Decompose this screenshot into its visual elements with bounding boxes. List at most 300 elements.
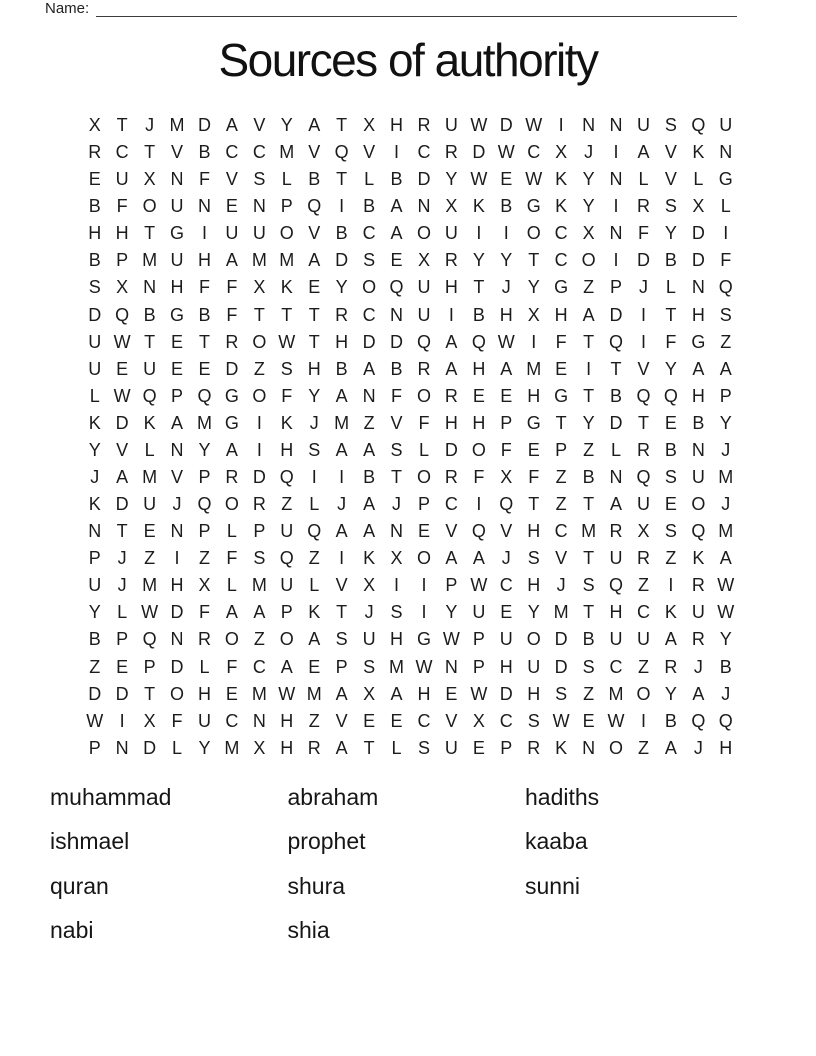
grid-letter: D xyxy=(499,115,513,135)
word-item: muhammad xyxy=(50,784,172,810)
grid-letter: Y xyxy=(582,412,595,433)
grid-row xyxy=(81,599,740,626)
grid-letter: R xyxy=(444,467,458,488)
grid-letter: Y xyxy=(664,223,677,244)
grid-letter: P xyxy=(610,277,623,298)
grid-letter: L xyxy=(391,737,402,758)
grid-letter: A xyxy=(253,602,266,623)
grid-row xyxy=(81,410,740,437)
word-item: shura xyxy=(287,872,346,899)
grid-letter: W xyxy=(86,710,104,731)
grid-letter: X xyxy=(143,169,156,190)
grid-letter: A xyxy=(225,250,238,271)
grid-letter: L xyxy=(720,196,731,217)
grid-letter: B xyxy=(500,196,513,217)
grid-letter: H xyxy=(170,277,184,298)
grid-letter: C xyxy=(115,142,129,163)
grid-letter: E xyxy=(527,439,540,460)
grid-letter: A xyxy=(308,629,321,650)
grid-letter: Q xyxy=(279,467,294,488)
grid-letter: T xyxy=(637,412,649,433)
grid-row xyxy=(81,681,740,708)
grid-letter: S xyxy=(390,439,403,460)
grid-letter: H xyxy=(444,412,458,433)
grid-letter: P xyxy=(88,548,101,569)
grid-letter: L xyxy=(638,169,649,190)
grid-letter: C xyxy=(609,656,623,677)
grid-letter: Z xyxy=(308,548,320,569)
grid-letter: Q xyxy=(691,115,706,135)
grid-letter: H xyxy=(307,358,321,379)
grid-letter: Q xyxy=(197,494,212,515)
grid-letter: H xyxy=(280,710,294,731)
grid-letter: R xyxy=(664,656,678,677)
grid-letter: S xyxy=(527,548,540,569)
word-item: shia xyxy=(287,917,330,944)
grid-letter: V xyxy=(500,521,513,542)
grid-letter: R xyxy=(444,385,458,406)
grid-letter: H xyxy=(390,115,404,135)
grid-letter: Z xyxy=(637,656,649,677)
grid-letter: U xyxy=(88,358,102,379)
grid-letter: T xyxy=(336,602,348,623)
grid-letter: X xyxy=(445,196,458,217)
grid-letter: I xyxy=(476,223,482,244)
grid-letter: S xyxy=(664,467,677,488)
grid-letter: Q xyxy=(663,385,678,406)
grid-letter: C xyxy=(554,223,568,244)
grid-letter: Y xyxy=(527,277,540,298)
grid-letter: E xyxy=(143,521,156,542)
grid-letter: K xyxy=(555,169,568,190)
grid-letter: O xyxy=(416,467,431,488)
grid-row xyxy=(81,220,740,247)
grid-letter: U xyxy=(499,629,513,650)
grid-letter: N xyxy=(197,196,211,217)
grid-letter: J xyxy=(721,683,731,704)
grid-letter: R xyxy=(335,304,349,325)
grid-letter: S xyxy=(308,439,321,460)
grid-letter: D xyxy=(417,169,431,190)
grid-letter: C xyxy=(554,250,568,271)
grid-letter: N xyxy=(252,196,266,217)
grid-letter: A xyxy=(308,115,321,135)
grid-letter: K xyxy=(472,196,485,217)
grid-letter: I xyxy=(586,358,592,379)
grid-letter: P xyxy=(253,521,266,542)
grid-letter: A xyxy=(335,683,348,704)
grid-row xyxy=(81,329,740,356)
grid-letter: I xyxy=(640,331,646,352)
grid-letter: P xyxy=(116,629,129,650)
grid-letter: V xyxy=(445,521,458,542)
grid-letter: E xyxy=(664,412,677,433)
grid-letter: J xyxy=(501,548,511,569)
grid-letter: Q xyxy=(636,467,651,488)
grid-letter: W xyxy=(278,331,296,352)
grid-letter: D xyxy=(609,412,623,433)
grid-letter: Y xyxy=(664,683,677,704)
grid-letter: D xyxy=(554,629,568,650)
grid-row xyxy=(81,139,740,166)
grid-letter: S xyxy=(280,358,293,379)
grid-letter: O xyxy=(252,385,267,406)
grid-letter: J xyxy=(556,575,566,596)
grid-letter: L xyxy=(309,494,320,515)
grid-letter: Z xyxy=(583,683,595,704)
grid-letter: V xyxy=(637,358,650,379)
grid-row xyxy=(81,464,740,491)
grid-letter: L xyxy=(226,575,237,596)
grid-row xyxy=(81,383,740,410)
grid-letter: H xyxy=(280,737,294,758)
grid-letter: Q xyxy=(691,710,706,731)
word-search-grid xyxy=(81,112,740,762)
grid-letter: O xyxy=(636,683,651,704)
grid-letter: Q xyxy=(416,331,431,352)
grid-letter: Y xyxy=(582,169,595,190)
grid-letter: B xyxy=(582,629,595,650)
grid-letter: I xyxy=(668,575,674,596)
grid-letter: U xyxy=(280,521,294,542)
grid-letter: P xyxy=(171,385,184,406)
grid-letter: C xyxy=(417,142,431,163)
grid-letter: Y xyxy=(445,602,458,623)
grid-letter: D xyxy=(115,412,129,433)
grid-letter: F xyxy=(555,331,567,352)
grid-letter: D xyxy=(362,331,376,352)
grid-letter: J xyxy=(337,494,347,515)
grid-letter: I xyxy=(119,710,125,731)
grid-letter: H xyxy=(197,250,211,271)
grid-letter: O xyxy=(691,494,706,515)
grid-letter: H xyxy=(527,575,541,596)
grid-letter: I xyxy=(256,439,262,460)
grid-letter: P xyxy=(472,656,485,677)
grid-row xyxy=(81,572,740,599)
word-list-column xyxy=(525,783,763,961)
grid-letter: A xyxy=(610,494,623,515)
grid-letter: O xyxy=(609,737,624,758)
grid-letter: B xyxy=(472,304,485,325)
grid-letter: J xyxy=(90,467,100,488)
grid-letter: E xyxy=(417,521,430,542)
grid-letter: M xyxy=(224,737,240,758)
grid-letter: D xyxy=(88,683,102,704)
grid-letter: I xyxy=(640,304,646,325)
grid-letter: E xyxy=(555,358,568,379)
grid-letter: Q xyxy=(142,629,157,650)
grid-letter: B xyxy=(664,439,677,460)
grid-letter: R xyxy=(225,467,239,488)
grid-letter: M xyxy=(251,575,267,596)
grid-letter: T xyxy=(336,115,348,135)
grid-letter: Y xyxy=(198,737,211,758)
grid-letter: Y xyxy=(664,358,677,379)
grid-letter: N xyxy=(719,142,733,163)
grid-letter: I xyxy=(339,548,345,569)
grid-letter: Z xyxy=(665,548,677,569)
grid-letter: P xyxy=(198,521,211,542)
grid-letter: Y xyxy=(527,602,540,623)
grid-letter: W xyxy=(278,683,296,704)
grid-letter: S xyxy=(664,521,677,542)
grid-letter: X xyxy=(363,575,376,596)
grid-letter: V xyxy=(116,439,129,460)
grid-letter: T xyxy=(583,548,595,569)
grid-letter: N xyxy=(170,439,184,460)
grid-letter: T xyxy=(583,331,595,352)
name-underline xyxy=(96,1,737,17)
grid-letter: C xyxy=(499,710,513,731)
grid-letter: W xyxy=(141,602,159,623)
grid-letter: M xyxy=(279,142,295,163)
grid-letter: Z xyxy=(637,737,649,758)
grid-letter: F xyxy=(226,656,238,677)
grid-letter: I xyxy=(421,575,427,596)
grid-letter: A xyxy=(335,439,348,460)
grid-letter: N xyxy=(362,385,376,406)
grid-letter: E xyxy=(363,710,376,731)
grid-letter: I xyxy=(448,304,454,325)
grid-letter: V xyxy=(308,223,321,244)
grid-letter: Q xyxy=(609,575,624,596)
grid-letter: N xyxy=(390,521,404,542)
grid-letter: T xyxy=(583,385,595,406)
grid-letter: S xyxy=(253,548,266,569)
grid-letter: W xyxy=(717,575,735,596)
grid-letter: D xyxy=(554,656,568,677)
grid-letter: E xyxy=(500,385,513,406)
grid-letter: T xyxy=(144,683,156,704)
grid-letter: W xyxy=(470,115,488,135)
grid-letter: U xyxy=(527,656,541,677)
grid-letter: P xyxy=(500,737,513,758)
grid-letter: M xyxy=(389,656,405,677)
grid-letter: K xyxy=(88,494,101,515)
grid-letter: L xyxy=(693,169,704,190)
grid-letter: O xyxy=(279,223,294,244)
grid-letter: W xyxy=(415,656,433,677)
grid-letter: U xyxy=(170,196,184,217)
grid-letter: U xyxy=(719,115,733,135)
grid-letter: J xyxy=(693,656,703,677)
grid-letter: E xyxy=(390,710,403,731)
grid-letter: O xyxy=(170,683,185,704)
grid-letter: Z xyxy=(253,358,265,379)
grid-letter: Y xyxy=(280,115,293,135)
grid-letter: O xyxy=(471,439,486,460)
grid-letter: D xyxy=(170,602,184,623)
grid-letter: H xyxy=(472,412,486,433)
grid-letter: M xyxy=(306,683,322,704)
grid-letter: H xyxy=(417,683,431,704)
grid-letter: B xyxy=(390,169,403,190)
grid-letter: G xyxy=(526,412,541,433)
grid-letter: N xyxy=(609,115,623,135)
grid-letter: B xyxy=(719,656,732,677)
grid-letter: L xyxy=(611,439,622,460)
grid-letter: T xyxy=(144,331,156,352)
grid-letter: A xyxy=(692,683,705,704)
grid-letter: N xyxy=(170,629,184,650)
grid-letter: I xyxy=(503,223,509,244)
grid-letter: J xyxy=(309,412,319,433)
grid-letter: U xyxy=(143,358,157,379)
grid-letter: K xyxy=(88,412,101,433)
grid-letter: P xyxy=(555,439,568,460)
grid-letter: L xyxy=(89,385,100,406)
grid-row xyxy=(81,437,740,464)
grid-letter: R xyxy=(417,115,431,135)
grid-letter: U xyxy=(636,629,650,650)
grid-letter: H xyxy=(609,602,623,623)
grid-letter: H xyxy=(280,439,294,460)
grid-letter: X xyxy=(472,710,485,731)
grid-letter: I xyxy=(311,467,317,488)
grid-letter: M xyxy=(251,250,267,271)
grid-letter: A xyxy=(445,548,458,569)
grid-letter: S xyxy=(335,629,348,650)
grid-letter: A xyxy=(225,115,238,135)
grid-letter: X xyxy=(527,304,540,325)
grid-row xyxy=(81,274,740,301)
grid-letter: A xyxy=(363,494,376,515)
grid-letter: U xyxy=(417,304,431,325)
grid-letter: V xyxy=(664,142,677,163)
grid-letter: Q xyxy=(142,385,157,406)
grid-letter: E xyxy=(88,169,101,190)
grid-letter: L xyxy=(364,169,375,190)
grid-row xyxy=(81,654,740,681)
grid-letter: O xyxy=(526,223,541,244)
grid-letter: G xyxy=(170,304,185,325)
grid-letter: H xyxy=(115,223,129,244)
grid-letter: H xyxy=(472,358,486,379)
grid-letter: X xyxy=(417,250,430,271)
grid-letter: S xyxy=(88,277,101,298)
grid-letter: B xyxy=(692,412,705,433)
grid-letter: D xyxy=(197,115,211,135)
grid-letter: F xyxy=(281,385,293,406)
grid-letter: M xyxy=(718,467,734,488)
grid-letter: C xyxy=(636,602,650,623)
grid-letter: L xyxy=(281,169,292,190)
grid-letter: O xyxy=(416,385,431,406)
grid-letter: E xyxy=(500,602,513,623)
grid-letter: C xyxy=(225,142,239,163)
grid-letter: Z xyxy=(555,467,567,488)
grid-letter: O xyxy=(142,196,157,217)
word-item: prophet xyxy=(287,828,366,855)
grid-letter: B xyxy=(610,385,623,406)
grid-letter: N xyxy=(691,277,705,298)
grid-letter: Q xyxy=(471,521,486,542)
grid-letter: P xyxy=(445,575,458,596)
grid-letter: Y xyxy=(88,602,101,623)
grid-letter: G xyxy=(554,277,569,298)
grid-letter: A xyxy=(445,358,458,379)
grid-letter: Y xyxy=(198,439,211,460)
grid-letter: G xyxy=(224,385,239,406)
grid-letter: A xyxy=(363,521,376,542)
grid-letter: Q xyxy=(307,521,322,542)
grid-letter: Y xyxy=(308,385,321,406)
grid-letter: V xyxy=(335,575,348,596)
grid-letter: D xyxy=(115,683,129,704)
grid-letter: L xyxy=(117,602,128,623)
grid-letter: A xyxy=(225,439,238,460)
grid-letter: X xyxy=(88,115,101,135)
grid-row xyxy=(81,356,740,383)
grid-letter: K xyxy=(555,196,568,217)
grid-letter: I xyxy=(394,575,400,596)
grid-letter: X xyxy=(363,115,376,135)
grid-row xyxy=(81,545,740,572)
grid-letter: V xyxy=(171,467,184,488)
grid-letter: X xyxy=(500,467,513,488)
grid-letter: P xyxy=(472,629,485,650)
grid-letter: R xyxy=(636,548,650,569)
grid-letter: L xyxy=(144,439,155,460)
grid-letter: V xyxy=(225,169,238,190)
grid-letter: V xyxy=(335,710,348,731)
grid-letter: D xyxy=(88,304,102,325)
grid-letter: O xyxy=(526,629,541,650)
grid-letter: B xyxy=(582,467,595,488)
grid-letter: P xyxy=(280,196,293,217)
grid-letter: N xyxy=(170,169,184,190)
grid-letter: U xyxy=(444,223,458,244)
grid-letter: I xyxy=(723,223,729,244)
grid-letter: X xyxy=(555,142,568,163)
grid-letter: Q xyxy=(636,385,651,406)
grid-letter: B xyxy=(363,467,376,488)
grid-letter: R xyxy=(197,629,211,650)
grid-letter: Y xyxy=(719,629,732,650)
grid-letter: P xyxy=(719,385,732,406)
grid-letter: H xyxy=(88,223,102,244)
grid-letter: L xyxy=(199,656,210,677)
grid-letter: V xyxy=(445,710,458,731)
grid-letter: I xyxy=(339,467,345,488)
grid-letter: E xyxy=(664,494,677,515)
grid-letter: X xyxy=(116,277,129,298)
grid-letter: U xyxy=(225,223,239,244)
grid-letter: G xyxy=(554,385,569,406)
grid-letter: Z xyxy=(144,548,156,569)
grid-letter: I xyxy=(394,142,400,163)
grid-letter: N xyxy=(390,304,404,325)
grid-letter: M xyxy=(526,358,542,379)
grid-letter: J xyxy=(392,494,402,515)
grid-letter: E xyxy=(225,196,238,217)
grid-letter: B xyxy=(664,710,677,731)
grid-letter: R xyxy=(444,250,458,271)
grid-letter: E xyxy=(582,710,595,731)
grid-letter: R xyxy=(636,439,650,460)
grid-letter: E xyxy=(116,358,129,379)
grid-letter: B xyxy=(363,196,376,217)
grid-letter: W xyxy=(470,169,488,190)
grid-letter: M xyxy=(142,250,158,271)
grid-letter: E xyxy=(472,737,485,758)
grid-letter: J xyxy=(117,575,127,596)
grid-letter: F xyxy=(500,439,512,460)
grid-letter: E xyxy=(171,358,184,379)
word-list-column xyxy=(50,783,288,961)
grid-letter: Z xyxy=(555,494,567,515)
